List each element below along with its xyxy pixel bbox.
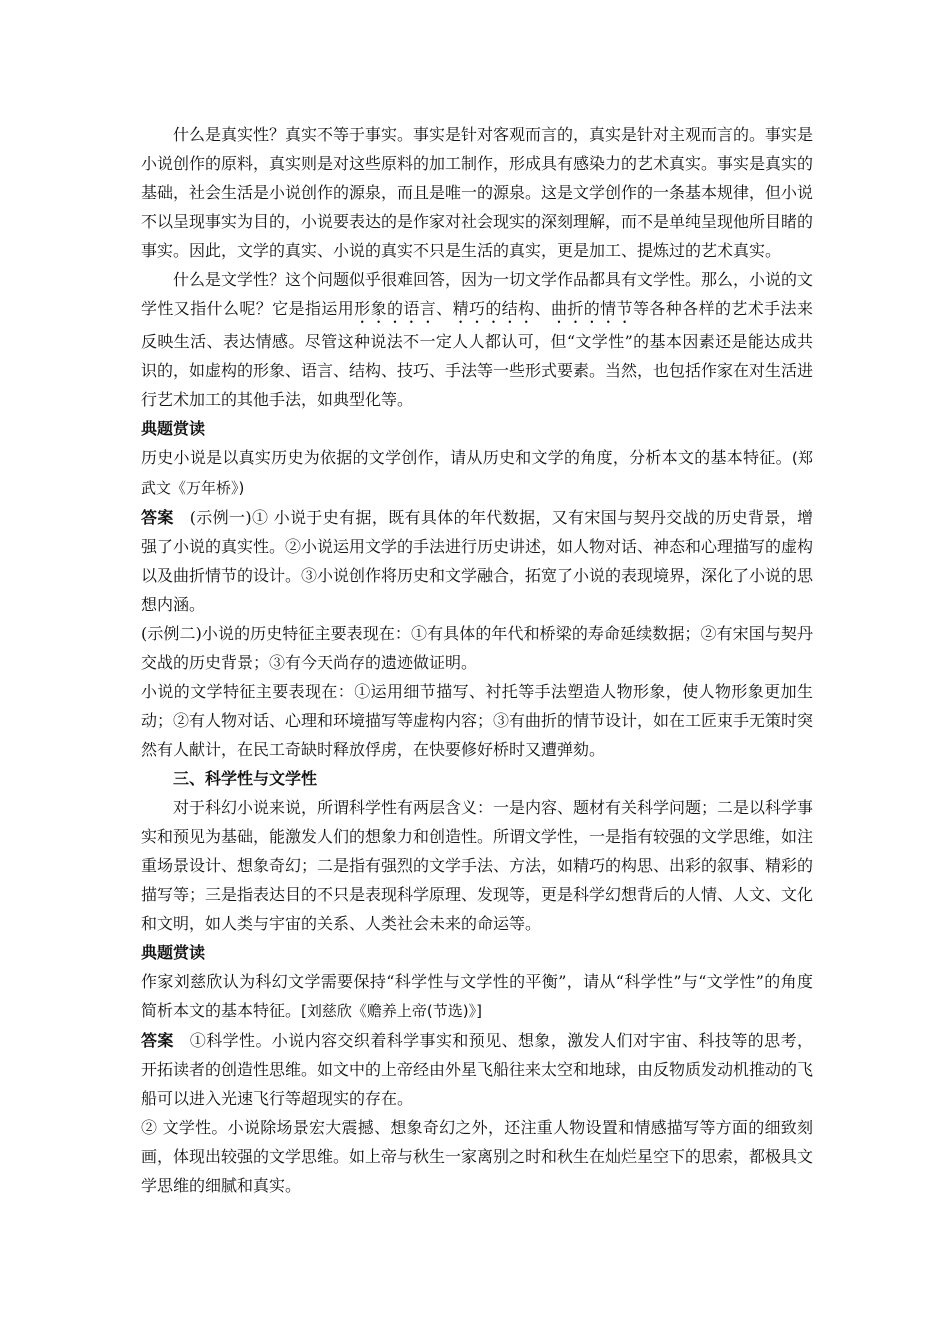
question-1-text: 历史小说是以真实历史为依据的文学创作，请从历史和文学的角度，分析本文的基本特征。 bbox=[141, 448, 792, 467]
answer-1-example-2: (示例二)小说的历史特征主要表现在：①有具体的年代和桥梁的寿命延续数据；②有宋国与契丹交战的历史背景；③有今天尚存的遗迹做证明。 bbox=[141, 624, 813, 672]
paragraph-literariness bbox=[141, 265, 813, 414]
question-1-source: (郑武文《万年桥》) bbox=[141, 449, 813, 497]
answer-label-2: 答案 bbox=[141, 1031, 174, 1050]
question-2-source: [刘慈欣《赡养上帝(节选)》] bbox=[301, 1002, 482, 1020]
heading-classic-question-2: 典题赏读 bbox=[141, 943, 206, 962]
literariness-text-b: 等各种各样的艺术手法来反映生活、表达情感。尽管这种说法不一定人人都认可，但“文学性”的基本因素还是能达成共识的，如虚构的形象、语言、结构、技巧、手法等一些形式要素。当然，也包括作家在对生活进行艺术加工的其他手法，如典型化等。 bbox=[141, 299, 814, 409]
paragraph-truth: 什么是真实性？真实不等于事实。事实是针对客观而言的，真实是针对主观而言的。事实是小说创作的原料，真实则是对这些原料的加工制作，形成具有感染力的艺术真实。事实是真实的基础，社会生活是小说创作的源泉，而且是唯一的源泉。这是文学创作的一条基本规律，但小说不以呈现事实为目的，小说要表达的是作家对社会现实的深刻理解，而不是单纯呈现他所目睹的事实。因此，文学的真实、小说的真实不只是生活的真实，更是加工、提炼过的艺术真实。 bbox=[141, 125, 814, 260]
answer-2-literature: ② 文学性。小说除场景宏大震撼、想象奇幻之外，还注重人物设置和情感描写等方面的细致刻画，体现出较强的文学思维。如上帝与秋生一家离别之时和秋生在灿烂星空下的思索，都极具文学思维的细腻和真实。 bbox=[141, 1118, 814, 1195]
question-2-text: 作家刘慈欣认为科幻文学需要保持“科学性与文学性的平衡”，请从“科学性”与“文学性”的角度简析本文的基本特征。 bbox=[141, 972, 813, 1020]
literariness-text-a: 什么是文学性？这个问题似乎很难回答，因为一切文学作品都具有文学性。那么，小说的文学性又指什么呢？它是指运用 bbox=[141, 270, 814, 318]
heading-classic-question-1: 典题赏读 bbox=[141, 419, 206, 438]
question-1 bbox=[141, 443, 813, 503]
answer-1-example-1 bbox=[141, 503, 813, 619]
emphasis-plot: 曲折的情节 bbox=[550, 299, 633, 318]
answer-2-science-text: ①科学性。小说内容交织着科学事实和预见、想象，激发人们对宇宙、科技等的思考，开拓读者的创造性思维。如文中的上帝经由外星飞船往来太空和地球，由反物质发动机推动的飞船可以进入光速飞行等超现实的存在。 bbox=[141, 1031, 814, 1108]
question-2 bbox=[141, 967, 813, 1026]
paragraph-science: 对于科幻小说来说，所谓科学性有两层含义：一是内容、题材有关科学问题；二是以科学事实和预见为基础，能激发人们的想象力和创造性。所谓文学性，一是指有较强的文学思维，如注重场景设计、想象奇幻；二是指有强烈的文学手法、方法，如精巧的构思、出彩的叙事、精彩的描写等；三是指表达目的不只是表现科学原理、发现等，更是科学幻想背后的人情、人文、文化和文明，如人类与宇宙的关系、人类社会未来的命运等。 bbox=[141, 798, 814, 933]
answer-2-science bbox=[141, 1026, 813, 1113]
heading-section-3: 三、科学性与文学性 bbox=[173, 769, 318, 788]
answer-1-literary-features: 小说的文学特征主要表现在：①运用细节描写、衬托等手法塑造人物形象，使人物形象更加生动；②有人物对话、心理和环境描写等虚构内容；③有曲折的情节设计，如在工匠束手无策时突然有人献计，在民工奇缺时释放俘虏，在快要修好桥时又遭弹劾。 bbox=[141, 682, 814, 759]
separator-1: 、 bbox=[436, 299, 453, 318]
separator-2: 、 bbox=[534, 299, 551, 318]
answer-1-example-1-text: (示例一)① 小说于史有据，既有具体的年代数据，又有宋国与契丹交战的历史背景，增强了小说的真实性。②小说运用文学的手法进行历史讲述，如人物对话、神态和心理描写的虚构以及曲折情节的设计。③小说创作将历史和文学融合，拓宽了小说的表现境界，深化了小说的思想内涵。 bbox=[141, 508, 814, 614]
emphasis-language: 形象的语言 bbox=[354, 299, 437, 318]
emphasis-structure: 精巧的结构 bbox=[452, 299, 535, 318]
answer-label-1: 答案 bbox=[141, 508, 174, 527]
document-body bbox=[141, 120, 813, 1200]
